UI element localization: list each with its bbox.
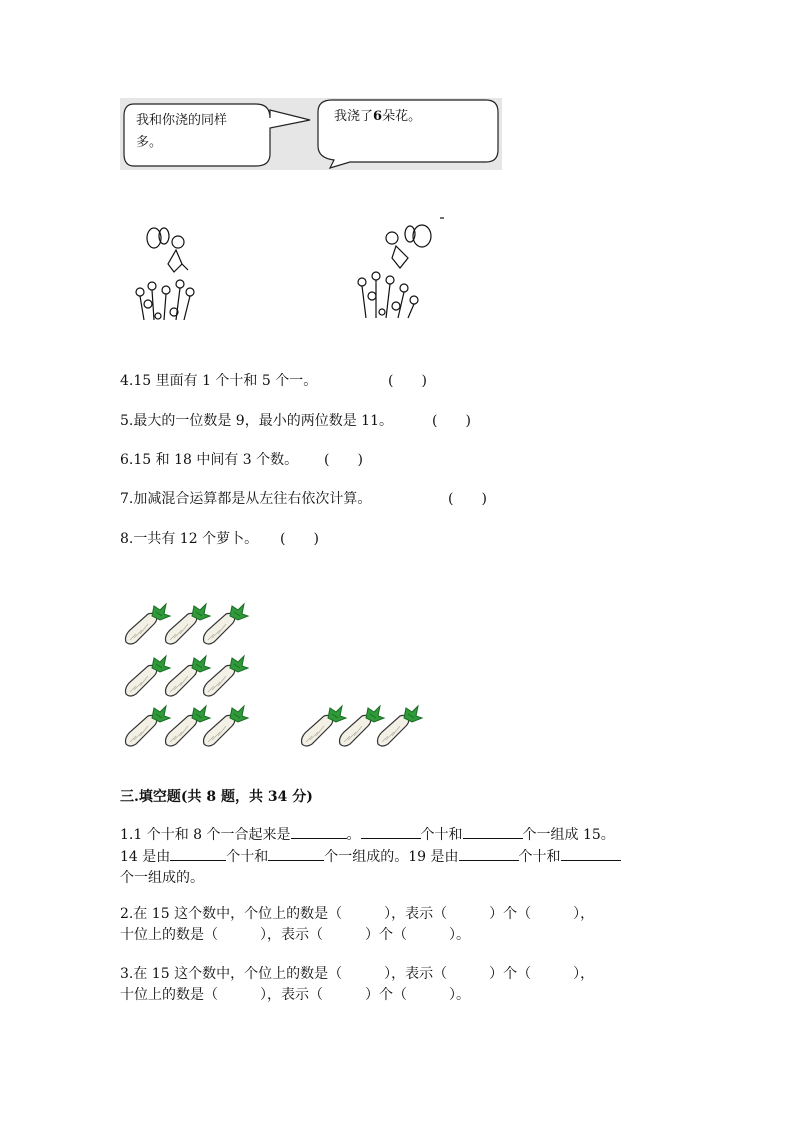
q1-blank-4[interactable] [170,846,226,861]
right-bubble-suffix: 朵花。 [382,109,422,124]
left-bubble-line1: 我和你浇的同样 [136,113,228,128]
q1-blank-3[interactable] [463,824,523,839]
q1-text: 个十和 [518,849,561,865]
q1-text: 1.1 个十和 8 个一合起来是 [120,827,291,843]
q1-blank-2[interactable] [361,824,421,839]
question-2 [120,904,594,946]
question-1 [120,824,680,889]
q1-text: 。 [346,827,361,843]
q1-blank-1[interactable] [291,824,347,839]
judgement-answer-6[interactable]: ( ) [324,452,363,468]
flower-bunch-icon [136,280,194,320]
judgement-answer-5[interactable]: ( ) [432,413,471,429]
radish-icon [204,656,249,696]
right-bubble-prefix: 我浇了 [334,109,374,124]
judgement-text: 5.最大的一位数是 9，最小的两位数是 11。 [120,413,393,429]
q1-blank-6[interactable] [459,846,519,861]
section-title: 三.填空题(共 8 题，共 34 分) [120,789,313,805]
left-bee-flowers-illustration [130,220,200,326]
radish-group-illustration [118,598,428,750]
judgement-item-7 [120,488,371,508]
judgement-text: 8.一共有 12 个萝卜。 [120,531,259,547]
judgement-text: 6.15 和 18 中间有 3 个数。 [120,452,299,468]
q1-blank-5[interactable] [268,846,324,861]
q1-blank-7[interactable] [561,846,621,861]
radish-icon [378,706,423,746]
judgement-text: 4.15 里面有 1 个十和 5 个一。 [120,373,318,389]
judgement-item-4 [120,370,317,390]
radish-icon [126,604,171,644]
q1-text: 14 是由 [120,849,171,865]
q1-line1 [120,824,680,846]
judgement-answer-8[interactable]: ( ) [280,531,319,547]
judgement-item-8 [120,528,258,548]
left-speech-bubble [136,110,227,154]
q3-line1: 3.在 15 这个数中，个位上的数是（ ），表示（ ）个（ ）， [120,966,595,982]
radish-icon [126,656,171,696]
left-bubble-line2: 多。 [136,135,163,150]
radish-icon [204,604,249,644]
judgement-answer-7[interactable]: ( ) [448,491,487,507]
question-3 [120,964,594,1006]
q2-line2: 十位上的数是（ ），表示（ ）个（ ）。 [120,927,470,943]
radish-icon [126,706,171,746]
q1-line3: 个一组成的。 [120,870,204,886]
q1-text: 个一组成 15。 [522,827,615,843]
flower-bunch-icon [358,272,418,318]
q3-line2: 十位上的数是（ ），表示（ ）个（ ）。 [120,987,470,1003]
judgement-answer-4[interactable]: ( ) [388,373,427,389]
judgement-text: 7.加减混合运算都是从左往右依次计算。 [120,491,372,507]
q1-line2 [120,846,680,868]
radish-icon [204,706,249,746]
judgement-item-5 [120,410,393,430]
q1-text: 个一组成的。19 是由 [324,849,459,865]
q2-line1: 2.在 15 这个数中，个位上的数是（ ），表示（ ）个（ ）， [120,906,595,922]
q1-text: 个十和 [420,827,463,843]
q1-text: 个十和 [226,849,269,865]
right-bee-flowers-illustration [352,216,444,324]
judgement-item-6 [120,449,298,469]
right-speech-bubble [334,106,421,128]
right-bubble-number: 6 [373,109,383,124]
